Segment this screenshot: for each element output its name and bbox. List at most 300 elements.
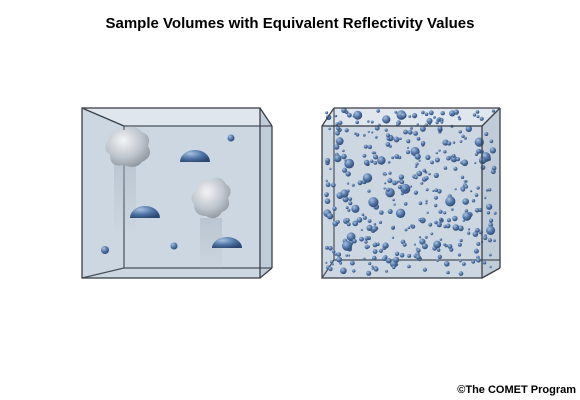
small-raindrop	[336, 126, 340, 130]
small-raindrop	[367, 225, 373, 231]
small-raindrop	[400, 253, 405, 258]
figure-title: Sample Volumes with Equivalent Reflectivity Values	[105, 15, 475, 32]
small-raindrop	[324, 192, 329, 197]
small-raindrop	[468, 228, 470, 230]
small-raindrop	[492, 109, 495, 112]
small-raindrop	[393, 203, 395, 205]
small-raindrop	[368, 262, 371, 265]
small-raindrop	[490, 140, 494, 144]
volume-side-face	[260, 108, 272, 278]
small-raindrop	[364, 160, 370, 166]
small-raindrop	[368, 145, 372, 149]
small-raindrop	[434, 204, 437, 207]
small-raindrop	[488, 238, 492, 242]
small-raindrop	[446, 156, 451, 161]
small-raindrop	[392, 266, 395, 269]
small-raindrop	[385, 270, 388, 273]
small-raindrop	[412, 113, 417, 118]
small-raindrop	[350, 261, 355, 266]
small-raindrop	[403, 243, 407, 247]
small-raindrop	[462, 212, 471, 221]
small-raindrop	[450, 113, 452, 115]
small-raindrop	[391, 156, 394, 159]
small-raindrop	[422, 243, 428, 249]
small-raindrop	[415, 165, 418, 168]
small-raindrop	[459, 130, 462, 133]
small-raindrop	[448, 244, 453, 249]
small-raindrop	[489, 266, 491, 268]
small-raindrop	[408, 130, 413, 135]
volume-front-face	[82, 108, 260, 278]
small-raindrop	[436, 121, 439, 124]
small-raindrop	[486, 189, 489, 192]
small-raindrop	[471, 260, 475, 264]
small-raindrop	[336, 257, 342, 263]
small-raindrop	[382, 257, 386, 261]
small-raindrop	[406, 150, 410, 154]
small-raindrop	[474, 249, 479, 254]
small-raindrop	[403, 130, 408, 135]
small-raindrop	[418, 159, 420, 161]
small-raindrop	[363, 258, 366, 261]
small-raindrop	[484, 132, 488, 136]
small-drops-volume-svg	[318, 100, 518, 285]
small-raindrop	[475, 193, 479, 197]
small-raindrop	[363, 173, 372, 182]
small-raindrop	[367, 190, 370, 193]
large-particles-volume-svg	[78, 100, 278, 285]
small-raindrop	[489, 219, 493, 223]
small-raindrop	[415, 154, 421, 160]
small-raindrop	[443, 243, 446, 246]
small-raindrop	[325, 262, 327, 264]
small-raindrop	[407, 254, 411, 258]
small-raindrop	[344, 159, 346, 161]
small-raindrop	[374, 267, 379, 272]
small-raindrop	[395, 111, 398, 114]
small-raindrop	[428, 173, 431, 176]
small-raindrop	[407, 147, 409, 149]
small-raindrop	[385, 129, 388, 132]
small-raindrop	[458, 243, 462, 247]
small-raindrop	[392, 226, 395, 229]
small-raindrop	[388, 188, 390, 190]
small-raindrop	[473, 113, 476, 116]
small-raindrop	[347, 209, 350, 212]
small-raindrop	[353, 111, 362, 120]
small-raindrop	[373, 155, 378, 160]
small-raindrop	[476, 186, 479, 189]
small-raindrop	[419, 201, 423, 205]
small-raindrop	[347, 182, 349, 184]
small-raindrop	[405, 228, 408, 231]
small-raindrop	[433, 116, 436, 119]
small-raindrop	[341, 190, 349, 198]
small-raindrop	[470, 190, 472, 192]
small-raindrop	[373, 161, 377, 165]
small-raindrop	[481, 165, 486, 170]
small-raindrop	[476, 258, 481, 263]
small-raindrop	[493, 239, 496, 242]
small-raindrop	[377, 156, 385, 164]
small-raindrop	[440, 238, 443, 241]
small-raindrop	[494, 212, 497, 215]
sample-volume-large-particles	[78, 100, 278, 285]
small-raindrop	[373, 243, 378, 248]
small-raindrop	[452, 154, 456, 158]
small-raindrop	[462, 160, 469, 167]
small-raindrop	[408, 115, 411, 118]
small-raindrop	[461, 176, 464, 179]
small-raindrop	[354, 132, 357, 135]
small-raindrop	[406, 139, 410, 143]
small-raindrop	[372, 267, 374, 269]
small-raindrop	[401, 113, 407, 119]
small-raindrop	[432, 190, 434, 192]
small-raindrop	[400, 180, 404, 184]
small-raindrop	[430, 161, 434, 165]
small-raindrop	[417, 123, 419, 125]
hail-fall-streak	[114, 155, 136, 235]
small-raindrop	[464, 185, 468, 189]
small-raindrop	[436, 152, 438, 154]
small-raindrop	[425, 112, 429, 116]
small-raindrop	[325, 246, 329, 250]
small-raindrop	[415, 162, 418, 165]
small-raindrop	[366, 271, 371, 276]
small-raindrop	[427, 212, 429, 214]
small-raindrop	[368, 197, 378, 207]
small-raindrop	[484, 197, 486, 199]
small-raindrop	[373, 249, 378, 254]
small-raindrop	[476, 149, 481, 154]
small-raindrop	[384, 173, 387, 176]
small-raindrop	[486, 226, 495, 235]
small-raindrop	[326, 182, 331, 187]
small-raindrop	[370, 160, 373, 163]
small-raindrop	[416, 171, 422, 177]
small-raindrop	[443, 211, 446, 214]
small-raindrop	[453, 224, 460, 231]
small-raindrop	[413, 131, 418, 136]
small-raindrop	[492, 166, 497, 171]
small-raindrop	[351, 205, 359, 213]
small-raindrop	[171, 243, 178, 250]
small-raindrop	[416, 255, 421, 260]
small-raindrop	[349, 197, 353, 201]
small-raindrop	[228, 135, 235, 142]
small-raindrop	[364, 145, 368, 149]
small-raindrop	[461, 187, 465, 191]
small-raindrop	[345, 254, 348, 257]
small-raindrop	[392, 199, 395, 202]
small-raindrop	[332, 263, 334, 265]
small-raindrop	[483, 261, 486, 264]
small-raindrop	[414, 243, 416, 245]
small-raindrop	[425, 200, 427, 202]
small-raindrop	[403, 186, 408, 191]
small-raindrop	[467, 232, 470, 235]
small-raindrop	[421, 111, 425, 115]
small-raindrop	[455, 188, 457, 190]
small-raindrop	[355, 121, 359, 125]
small-raindrop	[368, 219, 372, 223]
small-raindrop	[444, 261, 450, 267]
small-raindrop	[347, 113, 352, 118]
small-raindrop	[348, 201, 352, 205]
small-raindrop	[394, 154, 399, 159]
small-raindrop	[438, 117, 441, 120]
small-raindrop	[358, 180, 363, 185]
small-raindrop	[423, 169, 427, 173]
small-raindrop	[447, 218, 451, 222]
small-raindrop	[474, 162, 476, 164]
small-raindrop	[425, 155, 430, 160]
small-raindrop	[332, 250, 335, 253]
small-raindrop	[438, 210, 442, 214]
small-raindrop	[483, 236, 487, 240]
small-raindrop	[414, 191, 418, 195]
small-raindrop	[362, 213, 365, 216]
small-raindrop	[330, 260, 333, 263]
small-raindrop	[379, 221, 382, 224]
small-raindrop	[460, 239, 463, 242]
small-raindrop	[416, 248, 420, 252]
small-raindrop	[393, 257, 399, 263]
small-raindrop	[383, 243, 389, 249]
small-raindrop	[383, 187, 385, 189]
small-raindrop	[441, 121, 444, 124]
small-raindrop	[434, 196, 438, 200]
small-raindrop	[328, 246, 333, 251]
small-raindrop	[489, 254, 492, 257]
small-raindrop	[425, 236, 428, 239]
small-raindrop	[420, 126, 426, 132]
small-raindrop	[443, 150, 446, 153]
small-raindrop	[480, 117, 484, 121]
small-raindrop	[419, 236, 421, 238]
small-raindrop	[456, 157, 460, 161]
small-raindrop	[408, 226, 411, 229]
small-raindrop	[451, 208, 454, 211]
small-raindrop	[410, 127, 413, 130]
small-raindrop	[434, 188, 438, 192]
small-raindrop	[427, 118, 433, 124]
small-raindrop	[379, 210, 384, 215]
small-raindrop	[437, 248, 441, 252]
small-raindrop	[336, 137, 344, 145]
small-raindrop	[447, 141, 451, 145]
small-raindrop	[374, 223, 377, 226]
small-raindrop	[394, 137, 400, 143]
small-raindrop	[453, 141, 456, 144]
small-raindrop	[328, 128, 331, 131]
small-raindrop	[429, 110, 434, 115]
small-raindrop	[425, 202, 427, 204]
small-raindrop	[382, 115, 390, 123]
small-raindrop	[399, 174, 404, 179]
small-raindrop	[347, 222, 351, 226]
small-raindrop	[348, 254, 350, 256]
small-raindrop	[460, 140, 463, 143]
copyright-credit: ©The COMET Program	[457, 384, 576, 396]
small-raindrop	[453, 167, 457, 171]
small-raindrop	[363, 216, 367, 220]
small-raindrop	[386, 142, 391, 147]
small-raindrop	[332, 207, 336, 211]
small-raindrop	[476, 242, 480, 246]
small-raindrop	[346, 171, 351, 176]
small-raindrop	[433, 241, 441, 249]
small-raindrop	[375, 136, 378, 139]
small-raindrop	[352, 184, 355, 187]
small-raindrop	[418, 137, 420, 139]
small-raindrop	[386, 133, 390, 137]
small-raindrop	[388, 161, 391, 164]
small-raindrop	[371, 121, 374, 124]
small-raindrop	[425, 176, 429, 180]
small-raindrop	[407, 265, 411, 269]
small-raindrop	[421, 219, 423, 221]
small-raindrop	[352, 239, 357, 244]
small-raindrop	[438, 149, 440, 151]
small-raindrop	[367, 245, 370, 248]
small-raindrop	[387, 259, 391, 263]
small-raindrop	[363, 134, 366, 137]
small-raindrop	[392, 237, 394, 239]
small-raindrop	[452, 216, 457, 221]
small-raindrop	[399, 137, 402, 140]
small-raindrop	[376, 109, 380, 113]
small-raindrop	[346, 218, 350, 222]
small-raindrop	[101, 246, 109, 254]
small-raindrop	[372, 226, 378, 232]
small-raindrop	[340, 268, 347, 275]
small-raindrop	[346, 206, 349, 209]
small-raindrop	[458, 253, 461, 256]
small-raindrop	[410, 185, 412, 187]
small-raindrop	[328, 267, 332, 271]
small-raindrop	[404, 202, 408, 206]
small-raindrop	[342, 241, 352, 251]
small-raindrop	[476, 110, 480, 114]
small-raindrop	[477, 115, 480, 118]
small-raindrop	[437, 222, 442, 227]
small-raindrop	[329, 168, 331, 170]
small-raindrop	[345, 128, 349, 132]
small-raindrop	[367, 120, 370, 123]
small-raindrop	[446, 224, 451, 229]
small-raindrop	[420, 182, 423, 185]
small-raindrop	[379, 249, 383, 253]
small-raindrop	[444, 166, 448, 170]
small-raindrop	[387, 137, 390, 140]
small-raindrop	[325, 198, 331, 204]
small-raindrop	[365, 236, 369, 240]
small-raindrop	[372, 256, 377, 261]
small-raindrop	[430, 232, 433, 235]
small-raindrop	[459, 260, 462, 263]
small-raindrop	[423, 268, 427, 272]
small-raindrop	[398, 185, 402, 189]
small-raindrop	[396, 181, 399, 184]
small-raindrop	[441, 111, 445, 115]
small-raindrop	[371, 265, 373, 267]
small-raindrop	[336, 220, 340, 224]
small-raindrop	[434, 173, 439, 178]
small-raindrop	[388, 172, 391, 175]
small-raindrop	[342, 150, 345, 153]
small-raindrop	[475, 208, 480, 213]
small-raindrop	[458, 116, 461, 119]
small-raindrop	[338, 121, 342, 125]
small-raindrop	[414, 176, 417, 179]
small-raindrop	[395, 252, 399, 256]
small-raindrop	[364, 240, 367, 243]
small-raindrop	[472, 199, 475, 202]
small-raindrop	[353, 221, 358, 226]
small-raindrop	[361, 229, 363, 231]
small-raindrop	[454, 109, 459, 114]
small-raindrop	[438, 255, 442, 259]
small-raindrop	[436, 259, 439, 262]
small-raindrop	[428, 223, 432, 227]
small-raindrop	[462, 198, 469, 205]
small-raindrop	[325, 111, 328, 114]
small-raindrop	[445, 196, 455, 206]
small-raindrop	[337, 252, 342, 257]
small-raindrop	[487, 211, 490, 214]
small-raindrop	[464, 180, 467, 183]
small-raindrop	[326, 180, 328, 182]
small-raindrop	[357, 217, 363, 223]
small-raindrop	[421, 141, 425, 145]
small-raindrop	[327, 213, 333, 219]
small-raindrop	[372, 151, 375, 154]
small-raindrop	[334, 144, 339, 149]
small-raindrop	[490, 147, 496, 153]
small-raindrop	[488, 188, 491, 191]
small-raindrop	[446, 271, 450, 275]
small-raindrop	[387, 178, 392, 183]
small-raindrop	[352, 269, 355, 272]
small-raindrop	[459, 271, 464, 276]
small-raindrop	[334, 155, 342, 163]
small-raindrop	[426, 188, 429, 191]
small-raindrop	[462, 262, 466, 266]
small-raindrop	[486, 204, 492, 210]
small-raindrop	[368, 131, 370, 133]
small-raindrop	[325, 158, 330, 163]
small-raindrop	[341, 154, 347, 160]
small-raindrop	[435, 158, 440, 163]
small-raindrop	[475, 228, 480, 233]
small-raindrop	[396, 209, 405, 218]
small-raindrop	[438, 126, 443, 131]
small-raindrop	[388, 209, 393, 214]
small-raindrop	[384, 182, 386, 184]
small-raindrop	[335, 122, 338, 125]
small-raindrop	[461, 135, 464, 138]
small-raindrop	[371, 131, 373, 133]
small-raindrop	[363, 154, 367, 158]
small-raindrop	[331, 183, 336, 188]
small-raindrop	[335, 115, 338, 118]
sample-volume-small-drops	[318, 100, 518, 285]
small-raindrop	[359, 237, 364, 242]
small-raindrop	[410, 224, 413, 227]
small-raindrop	[439, 218, 442, 221]
